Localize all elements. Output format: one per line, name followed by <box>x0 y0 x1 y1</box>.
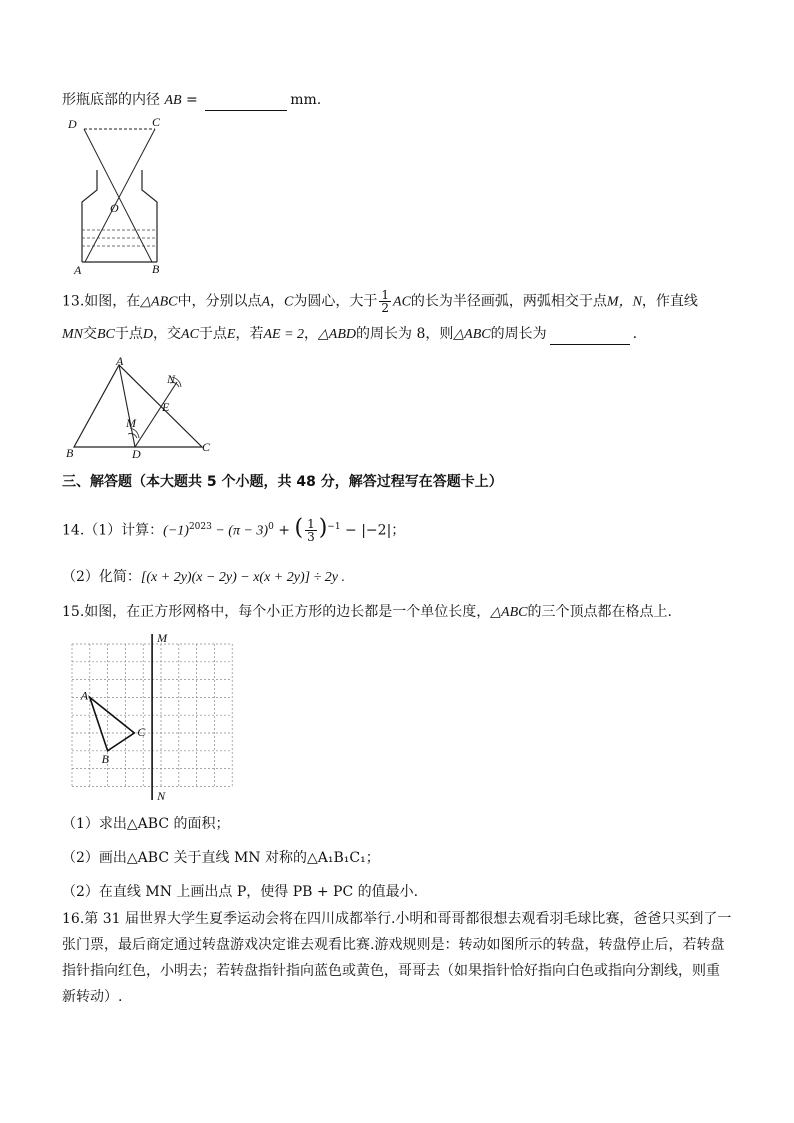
fig12-label-O: O <box>110 201 119 215</box>
triangle-ABC <box>90 697 135 750</box>
q13-stem-line1: 13.如图，在△ABC中，分别以点A，C为圆心，大于 $\frac{1}{2}$ AC的长为半径画弧，两弧相交于点M，N，作直线 <box>62 288 698 315</box>
fig12-label-A: A <box>74 263 82 277</box>
q13-stem-line2: MN交BC于点D，交AC于点E，若AE = 2，△ABD的周长为 8，则△ABC的周长为 . <box>62 324 637 345</box>
fig12-label-D: D <box>68 117 77 131</box>
fig15-label-N: N <box>157 789 166 803</box>
q15-stem: 15.如图，在正方形网格中，每个小正方形的边长都是一个单位长度，△ABC的三个顶点都在格点上. <box>62 604 672 620</box>
figure-q15-grid <box>62 632 242 807</box>
q12-eq: = <box>181 92 203 108</box>
fig15-label-M: M <box>157 632 168 645</box>
q15-sub1: （1）求出△ABC 的面积； <box>62 816 230 832</box>
q13-answer-blank[interactable] <box>550 330 630 345</box>
section-3-heading: 三、解答题（本大题共 5 个小题，共 48 分，解答过程写在答题卡上） <box>62 474 503 490</box>
q14-part1: 14.（1）计算：$(-1)^{2023} - (\pi - 3)^0$ + ( $\frac{1}{3}$ )$^{-1}$ − |−2|； <box>62 515 406 545</box>
q12-var: AB <box>164 93 182 108</box>
fig13-label-E: E <box>162 400 170 414</box>
q16-line3: 指针指向红色，小明去；若转盘指针指向蓝色或黄色，哥哥去（如果指针恰好指向白色或指向分割线，则重 <box>62 963 720 979</box>
fig13-label-A: A <box>116 355 124 368</box>
q14-part2: （2）化简：[(x + 2y)(x − 2y) − x(x + 2y)] ÷ 2y . <box>62 569 345 585</box>
q12-prefix: 形瓶底部的内径 <box>62 92 160 108</box>
q16-stem <box>62 906 732 1010</box>
fig15-label-A: A <box>80 688 89 703</box>
fig13-label-D: D <box>132 447 141 460</box>
figure-q12-bottle <box>62 112 172 277</box>
figure-q13-triangle <box>62 355 222 460</box>
fig13-label-N: N <box>167 372 176 386</box>
fig15-label-C: C <box>137 725 146 739</box>
fig13-label-B: B <box>66 446 74 460</box>
q12-answer-line <box>62 90 321 111</box>
q16-line4: 新转动）. <box>62 989 123 1005</box>
fig12-label-C: C <box>152 115 161 129</box>
fig15-label-B: B <box>101 751 109 766</box>
q15-sub3: （2）在直线 MN 上画出点 P，使得 PB + PC 的值最小. <box>62 884 419 900</box>
q12-answer-blank[interactable] <box>205 96 287 111</box>
q15-sub2: （2）画出△ABC 关于直线 MN 对称的△A₁B₁C₁； <box>62 850 380 866</box>
q12-unit: mm. <box>290 92 322 108</box>
fig12-label-B: B <box>152 262 160 276</box>
fig13-label-M: M <box>126 416 136 430</box>
fig13-label-C: C <box>202 440 211 454</box>
q13-fraction: $\frac{1}{2}$ <box>381 288 390 315</box>
q16-line2: 张门票，最后商定通过转盘游戏决定谁去观看比赛.游戏规则是：转动如图所示的转盘，转盘停止后，若转盘 <box>62 937 725 953</box>
q16-line1: 16.第 31 届世界大学生夏季运动会将在四川成都举行.小明和哥哥都很想去观看羽毛球比赛，爸爸只买到了一 <box>62 911 732 927</box>
